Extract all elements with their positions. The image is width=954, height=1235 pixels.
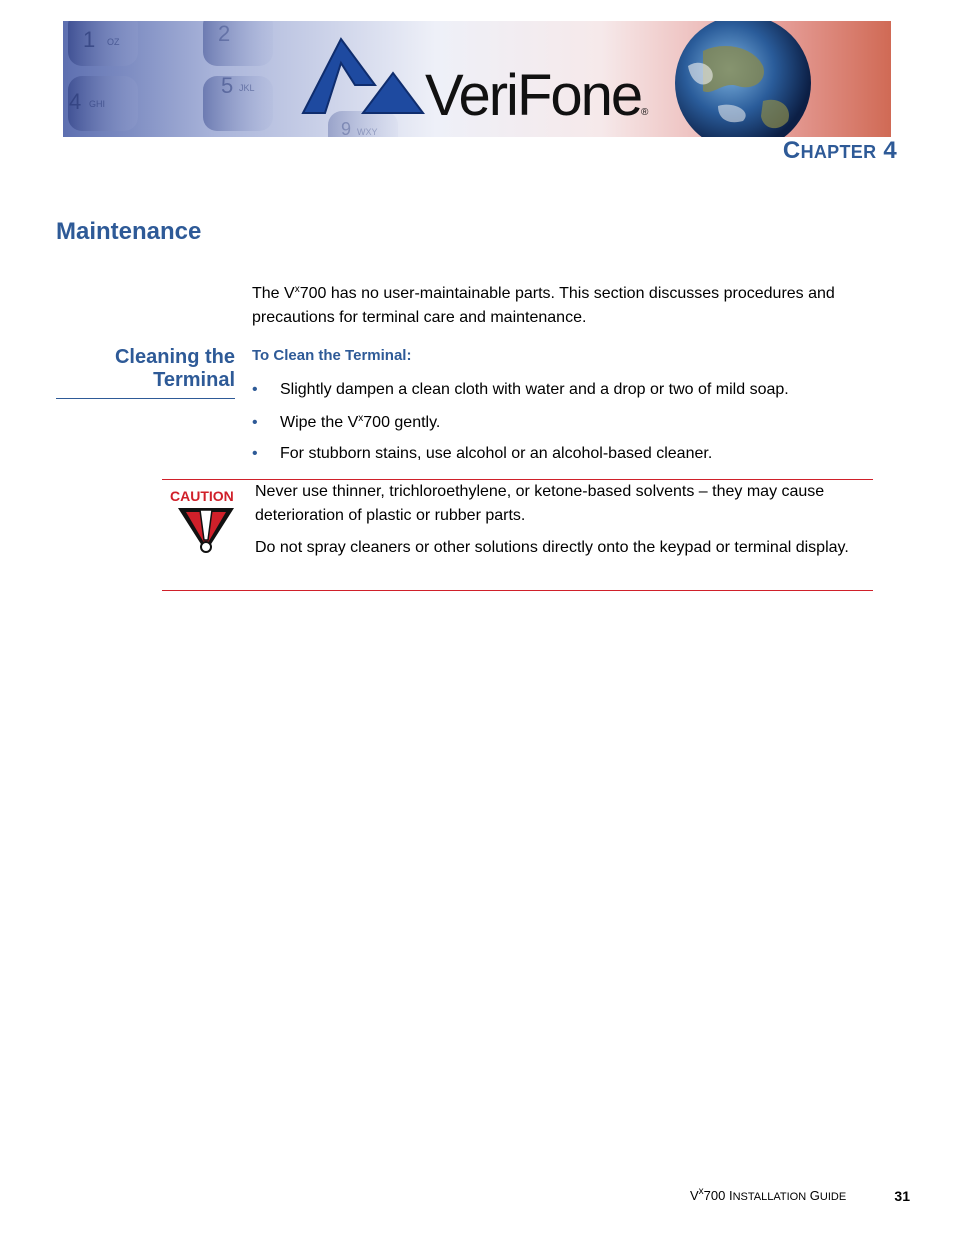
svg-text:OZ: OZ: [107, 37, 120, 47]
caution-label: CAUTION: [170, 488, 234, 504]
caution-box: [162, 479, 873, 591]
cleaning-steps-list: [252, 378, 872, 466]
brand-wordmark: VeriFone: [425, 63, 642, 128]
list-item: • Wipe the $V^x700$ gently.: [252, 411, 872, 435]
verifone-banner: [63, 21, 891, 137]
chapter-label: HAPTER: [800, 142, 877, 162]
intro-paragraph: The $V^x700$ has no user-maintainable parts. This section discusses procedures and precautions for terminal care and maintenance.: [252, 284, 835, 326]
globe-icon: [675, 21, 811, 137]
key-2: 2: [218, 21, 231, 46]
key-4: 4: [69, 89, 82, 114]
warning-exclamation-icon: [176, 506, 236, 556]
chapter-number: 4: [883, 137, 897, 164]
key-1: 1: [83, 27, 96, 52]
page-number: 31: [894, 1188, 910, 1204]
banner-artwork: [63, 21, 891, 137]
footer-guide-title: $V^x700$ INSTALLATION GUIDE: [690, 1186, 847, 1203]
chapter-heading: [783, 137, 897, 165]
registered-mark: ®: [641, 107, 649, 118]
bullet-icon: •: [252, 381, 258, 398]
keypad-background: [68, 21, 398, 137]
bullet-icon: •: [252, 414, 258, 431]
caution-text: [255, 480, 870, 560]
list-item: • Slightly dampen a clean cloth with water and a drop or two of mild soap.: [252, 378, 872, 402]
key-5: 5: [221, 73, 234, 98]
page-title: Maintenance: [56, 218, 202, 245]
caution-paragraph-2: Do not spray cleaners or other solutions directly onto the keypad or terminal display.: [255, 539, 849, 556]
key-5-letters: JKL: [239, 83, 255, 93]
procedure-heading: To Clean the Terminal:: [252, 347, 412, 364]
bullet-icon: •: [252, 445, 258, 462]
key-9: 9: [341, 119, 352, 137]
caution-paragraph-1: Never use thinner, trichloroethylene, or ketone-based solvents – they may cause deterioration of plastic or rubber parts.: [255, 483, 825, 524]
list-item: • For stubborn stains, use alcohol or an alcohol-based cleaner.: [252, 442, 872, 466]
key-4-letters: GHI: [89, 99, 106, 109]
key-9-letters: WXY: [357, 127, 378, 137]
chapter-initial: C: [782, 137, 801, 164]
section-heading: Cleaning the Terminal: [56, 346, 235, 399]
page-footer: [690, 1188, 910, 1203]
